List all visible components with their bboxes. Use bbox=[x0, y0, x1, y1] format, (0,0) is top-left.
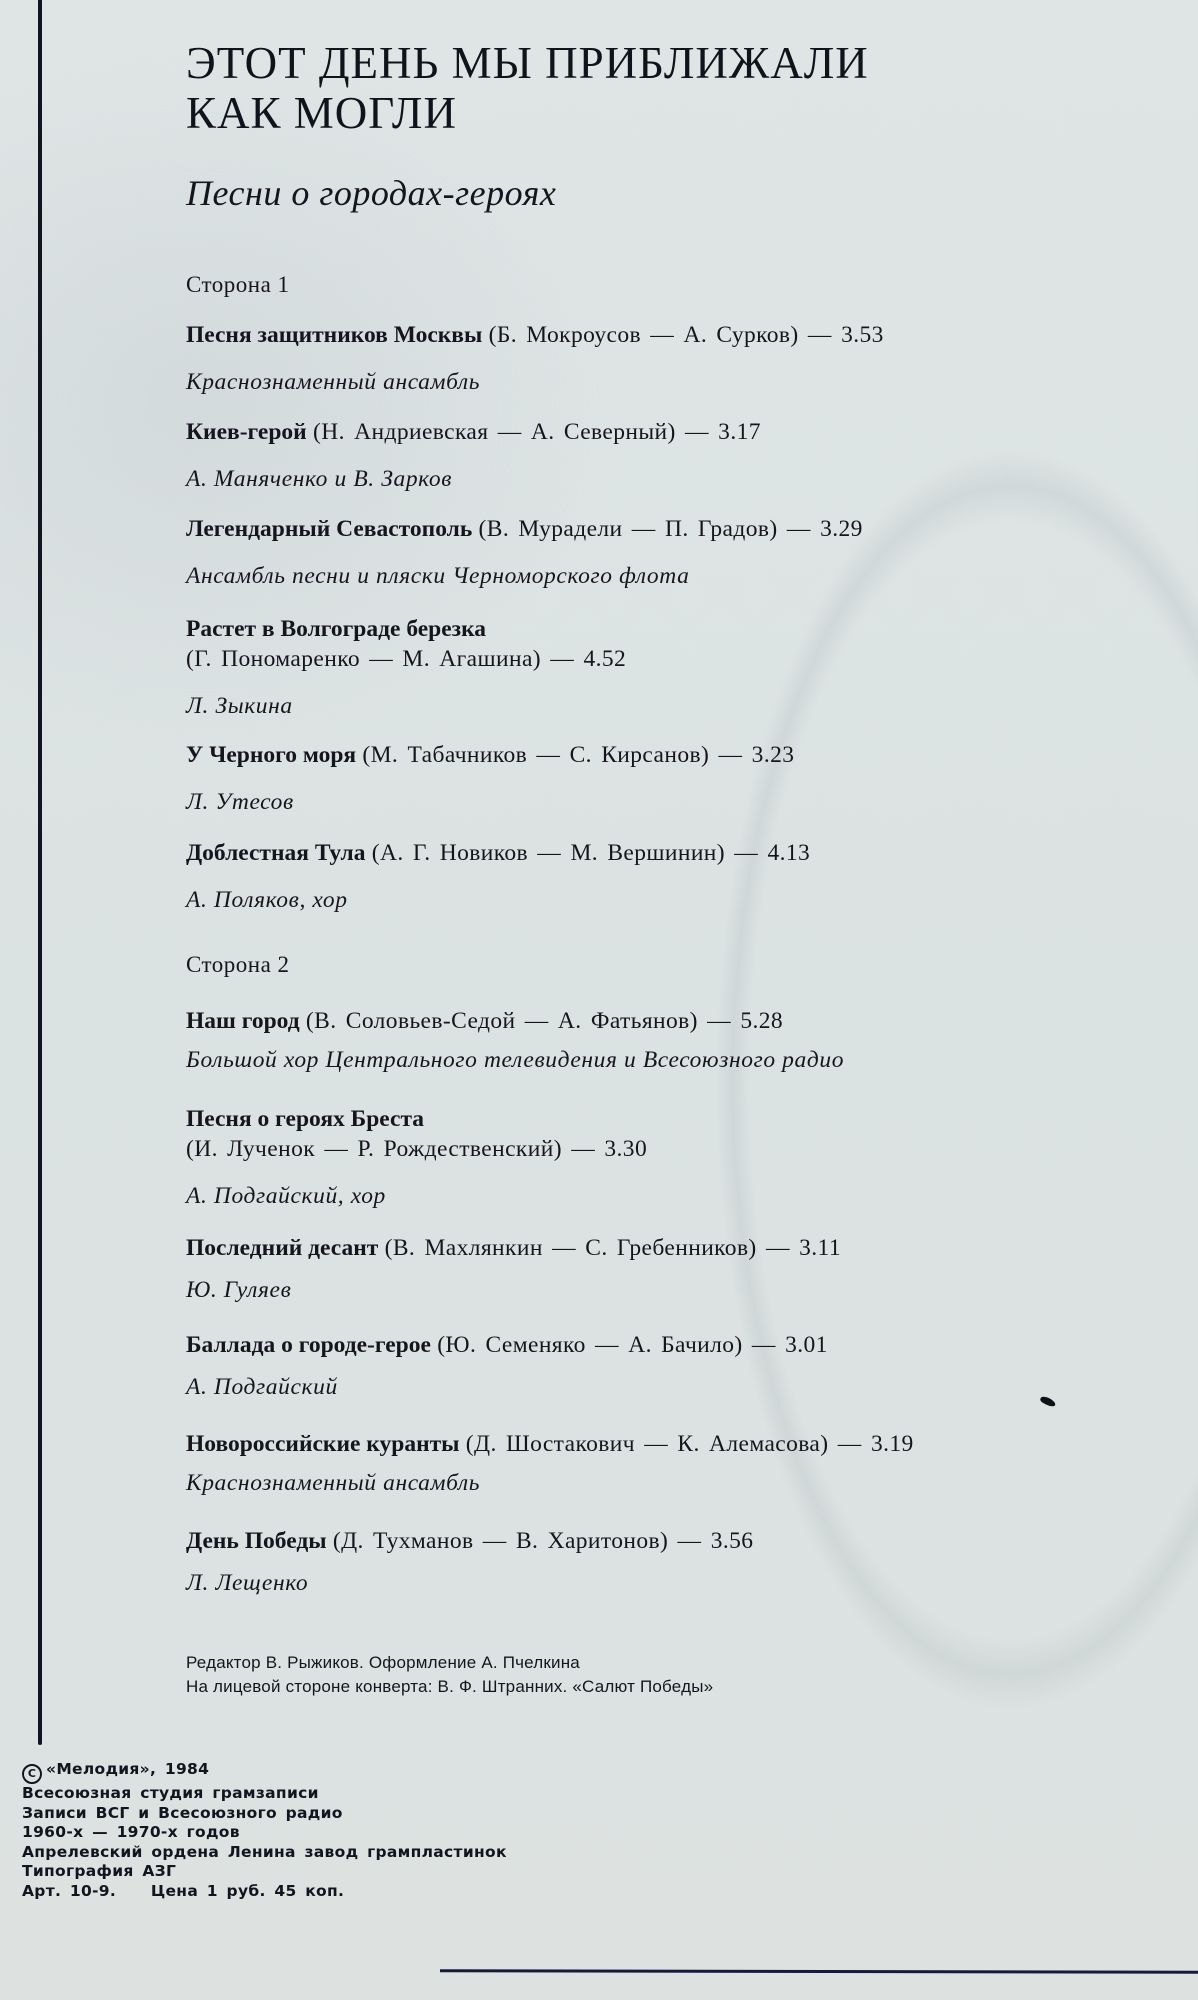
track-item bbox=[186, 740, 1166, 817]
track-credits: (И. Лученок — Р. Рождественский) — 3.30 bbox=[186, 1136, 648, 1162]
left-vertical-rule bbox=[38, 0, 42, 1745]
cover-art-credit: На лицевой стороне конверта: В. Ф. Штранних. «Салют Победы» bbox=[186, 1677, 714, 1696]
track-title: Баллада о городе-герое bbox=[186, 1332, 431, 1358]
track-title: Растет в Волгограде березка bbox=[186, 616, 487, 642]
track-title: У Черного моря bbox=[186, 742, 357, 768]
track-item bbox=[186, 514, 1166, 591]
copyright-line bbox=[22, 1760, 507, 1784]
article-price-line: Арт. 10-9. Цена 1 руб. 45 коп. bbox=[22, 1881, 345, 1900]
track-item bbox=[186, 1233, 1166, 1305]
track-title: Доблестная Тула bbox=[186, 840, 366, 866]
track-performer: А. Подгайский bbox=[186, 1374, 338, 1400]
editor-design-credit: Редактор В. Рыжиков. Оформление А. Пчелкина bbox=[186, 1653, 580, 1672]
track-item bbox=[186, 1104, 1166, 1211]
track-title: Легендарный Севастополь bbox=[186, 516, 473, 542]
track-credits: (Ю. Семеняко — А. Бачило) — 3.01 bbox=[437, 1332, 828, 1358]
album-subtitle: Песни о городах-героях bbox=[186, 173, 557, 213]
printing-line: Типография АЗГ bbox=[22, 1862, 177, 1880]
track-performer: Л. Утесов bbox=[186, 789, 294, 815]
track-title: Последний десант bbox=[186, 1235, 379, 1261]
track-credits: (В. Соловьев-Седой — А. Фатьянов) — 5.28 bbox=[305, 1008, 784, 1034]
track-title: Наш город bbox=[186, 1008, 300, 1034]
publisher-info bbox=[22, 1760, 507, 1901]
track-performer: Большой хор Центрального телевидения и Всесоюзного радио bbox=[186, 1047, 845, 1073]
production-credits bbox=[186, 1651, 713, 1699]
track-credits: (Г. Пономаренко — М. Агашина) — 4.52 bbox=[186, 646, 627, 672]
track-performer: Ансамбль песни и пляски Черноморского флота bbox=[186, 563, 690, 589]
track-title: Киев-герой bbox=[186, 419, 307, 445]
years-line: 1960-х — 1970-х годов bbox=[22, 1823, 240, 1841]
track-item bbox=[186, 1429, 1166, 1498]
album-title-line-2: КАК МОГЛИ bbox=[186, 88, 457, 138]
track-credits: (В. Мурадели — П. Градов) — 3.29 bbox=[478, 516, 863, 542]
copyright-text: «Мелодия», 1984 bbox=[46, 1760, 210, 1778]
track-item bbox=[186, 838, 1166, 915]
track-performer: Л. Зыкина bbox=[186, 693, 293, 719]
track-performer: Краснознаменный ансамбль bbox=[186, 1470, 481, 1496]
track-title: Песня о героях Бреста bbox=[186, 1106, 425, 1132]
recordings-line: Записи ВСГ и Всесоюзного радио bbox=[22, 1803, 343, 1822]
track-item bbox=[186, 1006, 1166, 1075]
track-credits: (Д. Шостакович — К. Алемасова) — 3.19 bbox=[465, 1431, 914, 1457]
track-performer: А. Подгайский, хор bbox=[186, 1183, 386, 1209]
track-performer: Краснознаменный ансамбль bbox=[186, 369, 481, 395]
track-item bbox=[186, 614, 1166, 721]
bottom-horizontal-rule bbox=[440, 1969, 1198, 1974]
track-performer: Ю. Гуляев bbox=[186, 1277, 292, 1303]
track-credits: (А. Г. Новиков — М. Вершинин) — 4.13 bbox=[371, 840, 811, 866]
factory-line: Апрелевский ордена Ленина завод грампластинок bbox=[22, 1842, 507, 1861]
track-credits: (Д. Тухманов — В. Харитонов) — 3.56 bbox=[332, 1528, 754, 1554]
track-item bbox=[186, 1330, 1166, 1402]
track-title: Новороссийские куранты bbox=[186, 1431, 460, 1457]
track-performer: А. Маняченко и В. Зарков bbox=[186, 466, 453, 492]
track-performer: Л. Лещенко bbox=[186, 1570, 309, 1596]
track-credits: (Н. Андриевская — А. Северный) — 3.17 bbox=[312, 419, 761, 445]
track-credits: (Б. Мокроусов — А. Сурков) — 3.53 bbox=[488, 322, 884, 348]
side-1-label: Сторона 1 bbox=[186, 272, 290, 297]
track-credits: (М. Табачников — С. Кирсанов) — 3.23 bbox=[362, 742, 795, 768]
side-2-label: Сторона 2 bbox=[186, 952, 290, 977]
track-item bbox=[186, 417, 1166, 494]
album-title-line-1: ЭТОТ ДЕНЬ МЫ ПРИБЛИЖАЛИ bbox=[186, 38, 869, 88]
track-title: Песня защитников Москвы bbox=[186, 322, 483, 348]
track-title: День Победы bbox=[186, 1528, 327, 1554]
track-credits: (В. Махлянкин — С. Гребенников) — 3.11 bbox=[384, 1235, 841, 1261]
track-performer: А. Поляков, хор bbox=[186, 887, 348, 913]
track-item bbox=[186, 1526, 1166, 1598]
studio-line: Всесоюзная студия грамзаписи bbox=[22, 1784, 319, 1802]
track-item bbox=[186, 320, 1166, 397]
album-title bbox=[186, 38, 869, 138]
copyright-icon: C bbox=[22, 1764, 42, 1784]
